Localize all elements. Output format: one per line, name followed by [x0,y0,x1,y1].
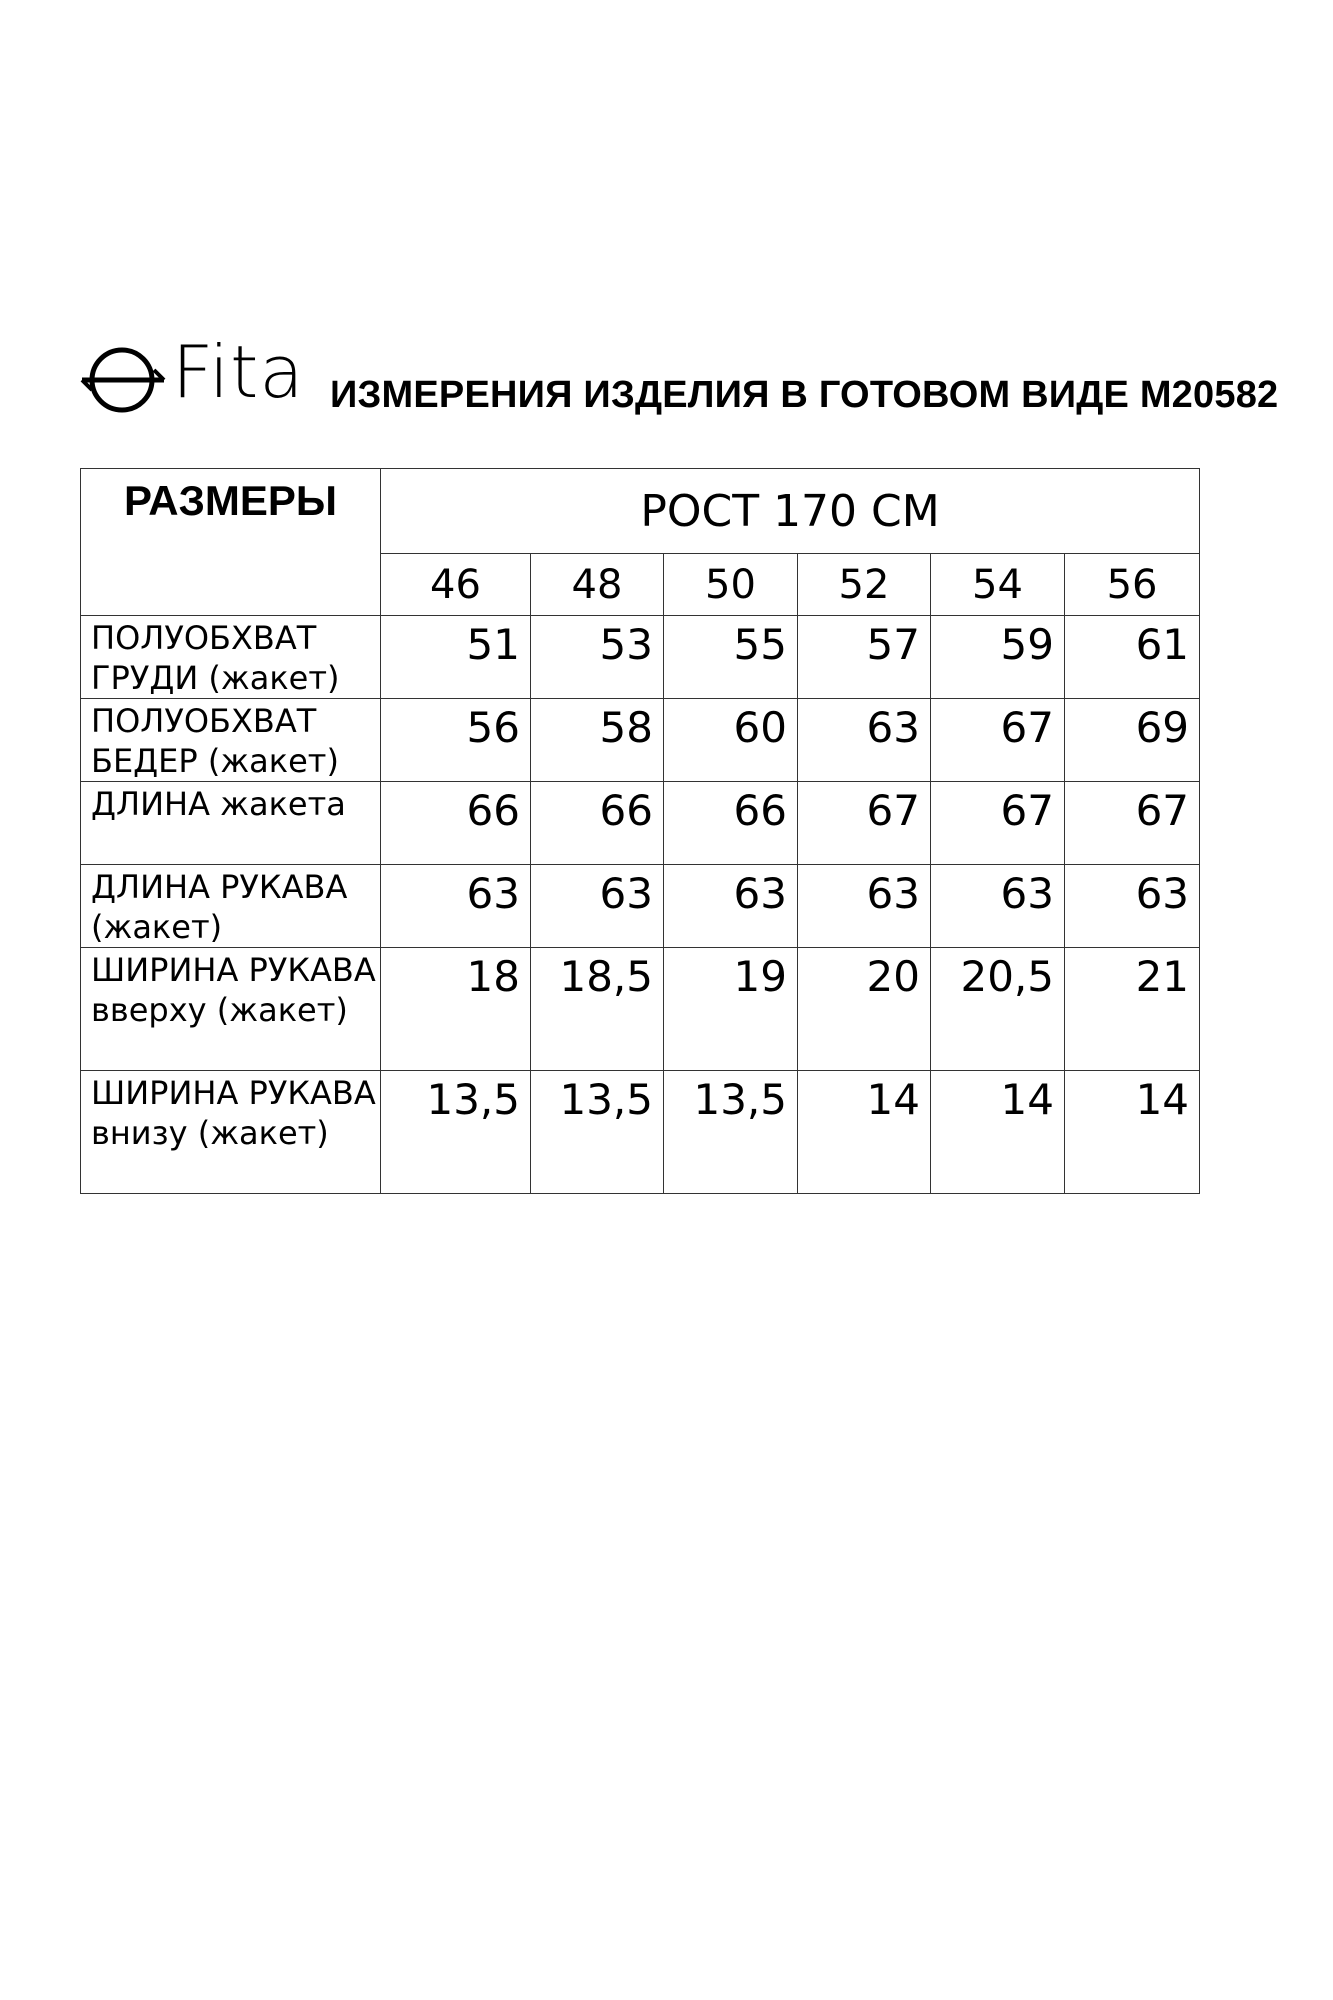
row-label: ШИРИНА РУКАВА внизу (жакет) [81,1071,381,1194]
size-header: 52 [798,554,931,616]
value-cell: 21 [1065,948,1200,1071]
value-cell: 63 [1065,865,1200,948]
row-label: ПОЛУОБХВАТ БЕДЕР (жакет) [81,699,381,782]
value-cell: 55 [664,616,798,699]
table-header-row [81,469,1200,554]
table-row [81,1071,1200,1194]
size-header: 50 [664,554,798,616]
page-title: ИЗМЕРЕНИЯ ИЗДЕЛИЯ В ГОТОВОМ ВИДЕ М20582 [330,374,1279,416]
row-label: ПОЛУОБХВАТ ГРУДИ (жакет) [81,616,381,699]
value-cell: 13,5 [531,1071,664,1194]
size-header: 54 [931,554,1065,616]
value-cell: 18 [381,948,531,1071]
value-cell: 14 [931,1071,1065,1194]
value-cell: 63 [798,699,931,782]
value-cell: 69 [1065,699,1200,782]
value-cell: 67 [931,782,1065,865]
document-header [80,330,1279,430]
sizes-header-cell: РАЗМЕРЫ [81,469,381,616]
measurements-table [80,468,1200,1194]
table-row [81,782,1200,865]
table-row [81,948,1200,1071]
row-label: ДЛИНА жакета [81,782,381,865]
value-cell: 66 [664,782,798,865]
value-cell: 14 [1065,1071,1200,1194]
value-cell: 14 [798,1071,931,1194]
brand-logo [80,330,305,418]
brand-name: Fita [172,330,305,414]
size-header: 46 [381,554,531,616]
height-header-cell: РОСТ 170 СМ [381,469,1200,554]
value-cell: 66 [381,782,531,865]
value-cell: 13,5 [664,1071,798,1194]
value-cell: 67 [931,699,1065,782]
value-cell: 57 [798,616,931,699]
value-cell: 63 [381,865,531,948]
value-cell: 60 [664,699,798,782]
value-cell: 63 [798,865,931,948]
table-row [81,616,1200,699]
value-cell: 67 [1065,782,1200,865]
value-cell: 63 [664,865,798,948]
value-cell: 20,5 [931,948,1065,1071]
value-cell: 18,5 [531,948,664,1071]
value-cell: 66 [531,782,664,865]
value-cell: 13,5 [381,1071,531,1194]
value-cell: 61 [1065,616,1200,699]
row-label: ДЛИНА РУКАВА (жакет) [81,865,381,948]
table-row [81,865,1200,948]
value-cell: 58 [531,699,664,782]
table-row [81,699,1200,782]
value-cell: 19 [664,948,798,1071]
value-cell: 67 [798,782,931,865]
row-label: ШИРИНА РУКАВА вверху (жакет) [81,948,381,1071]
value-cell: 63 [931,865,1065,948]
value-cell: 56 [381,699,531,782]
value-cell: 53 [531,616,664,699]
value-cell: 63 [531,865,664,948]
value-cell: 51 [381,616,531,699]
size-header: 56 [1065,554,1200,616]
fita-logo-icon [80,338,166,418]
value-cell: 20 [798,948,931,1071]
size-header: 48 [531,554,664,616]
value-cell: 59 [931,616,1065,699]
